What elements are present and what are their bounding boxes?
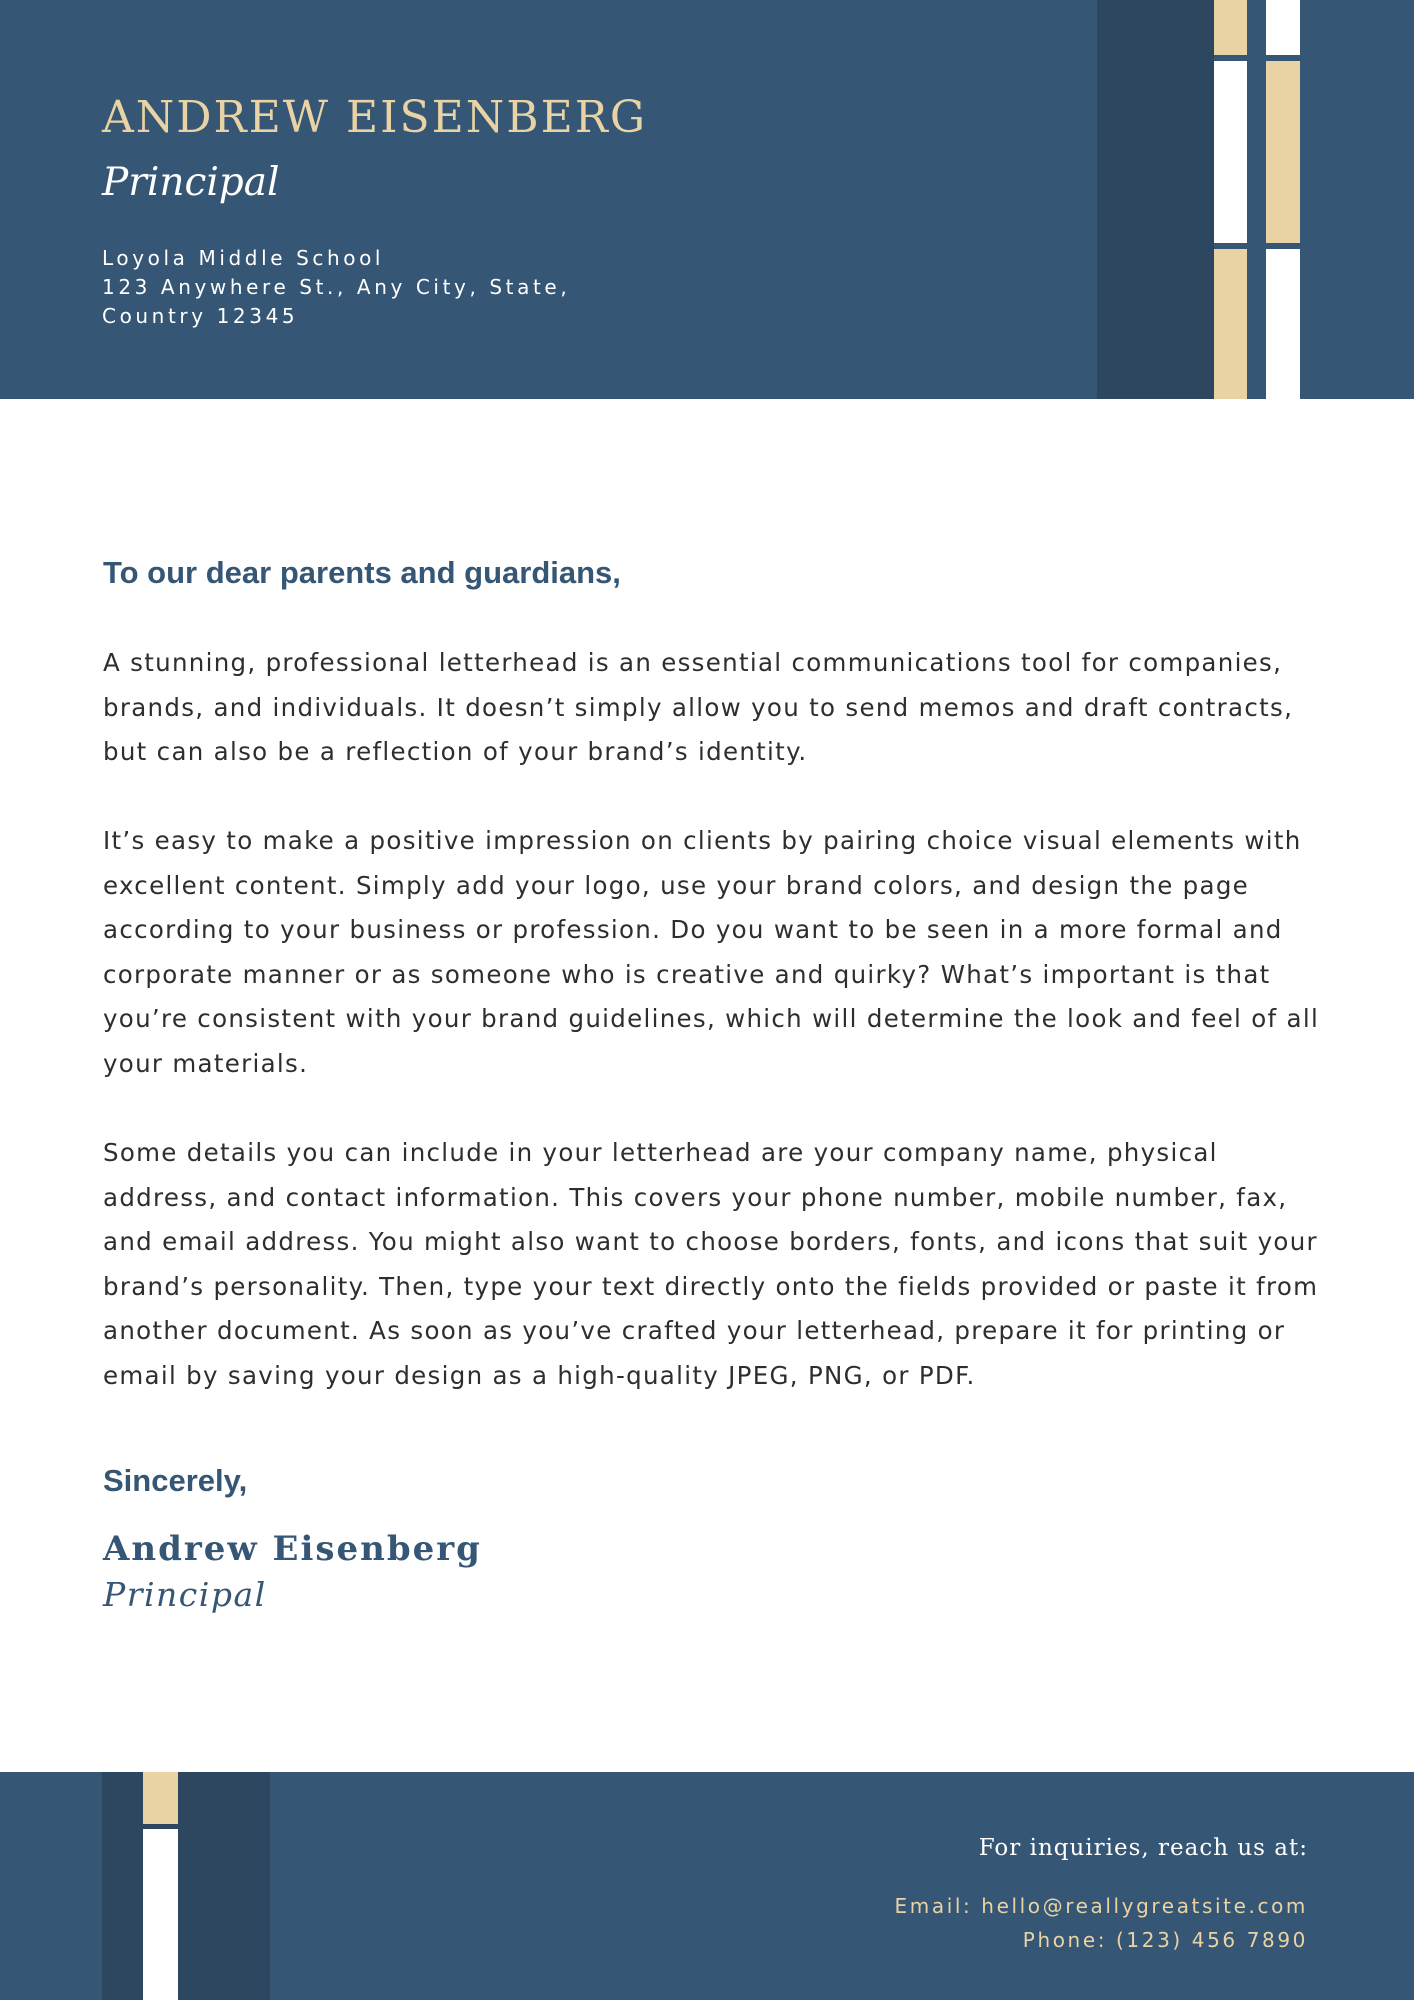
signature-role: Principal bbox=[103, 1575, 267, 1614]
address-line-country: Country 12345 bbox=[102, 304, 299, 328]
header-decorative-white-block-bottom-right bbox=[1266, 249, 1300, 399]
signature-name: Andrew Eisenberg bbox=[103, 1529, 482, 1569]
letter-paragraph-3: Some details you can include in your letterhead are your company name, physical address, and contact information. This covers your phone number, mobile number, fax, and email address. You might also want to choose borders, fonts, and icons that suit your brand’s personality. Then, type your text directly onto the fields provided or paste it from another document. As soon as you’ve crafted your letterhead, prepare it for printing or email by saving your design as a high-quality JPEG, PNG, or PDF. bbox=[103, 1138, 1319, 1390]
header-decorative-dark-panel bbox=[1097, 0, 1214, 399]
header-decorative-gold-block-middle-right bbox=[1266, 61, 1300, 243]
address-line-school: Loyola Middle School bbox=[102, 246, 385, 270]
footer-phone[interactable]: Phone: (123) 456 7890 bbox=[1022, 1928, 1308, 1952]
footer-inquiries-label: For inquiries, reach us at: bbox=[978, 1835, 1308, 1861]
header-decorative-white-block-top-right bbox=[1266, 0, 1300, 55]
header-decorative-gold-block-bottom-left bbox=[1214, 249, 1247, 399]
letter-paragraph-2: It’s easy to make a positive impression on clients by pairing choice visual elements with excellent content. Simply add your logo, use your brand colors, and design the page according to your business or profession. Do you want to be seen in a more formal and corporate manner or as someone who is creative and quirky? What’s important is that you’re consistent with your brand guidelines, which will determine the look and feel of all your materials. bbox=[103, 826, 1320, 1078]
footer-decorative-white-block bbox=[143, 1829, 178, 2000]
header-address bbox=[102, 244, 570, 331]
footer-decorative-dark-panel bbox=[102, 1772, 270, 2000]
letter-closing: Sincerely, bbox=[103, 1463, 248, 1498]
header-role: Principal bbox=[102, 160, 280, 205]
header-name: ANDREW EISENBERG bbox=[102, 92, 648, 143]
letter-greeting: To our dear parents and guardians, bbox=[103, 555, 621, 590]
letter-paragraph-1: A stunning, professional letterhead is an essential communications tool for companies, brands, and individuals. It doesn’t simply allow you to send memos and draft contracts, but can also be a reflection of your brand’s identity. bbox=[103, 648, 1294, 766]
header-decorative-white-block-middle-left bbox=[1214, 61, 1247, 243]
footer-decorative-gold-block bbox=[143, 1772, 178, 1824]
footer-email[interactable]: Email: hello@reallygreatsite.com bbox=[894, 1894, 1308, 1918]
address-line-street: 123 Anywhere St., Any City, State, bbox=[102, 275, 571, 299]
header-decorative-gold-block-top-left bbox=[1214, 0, 1247, 55]
